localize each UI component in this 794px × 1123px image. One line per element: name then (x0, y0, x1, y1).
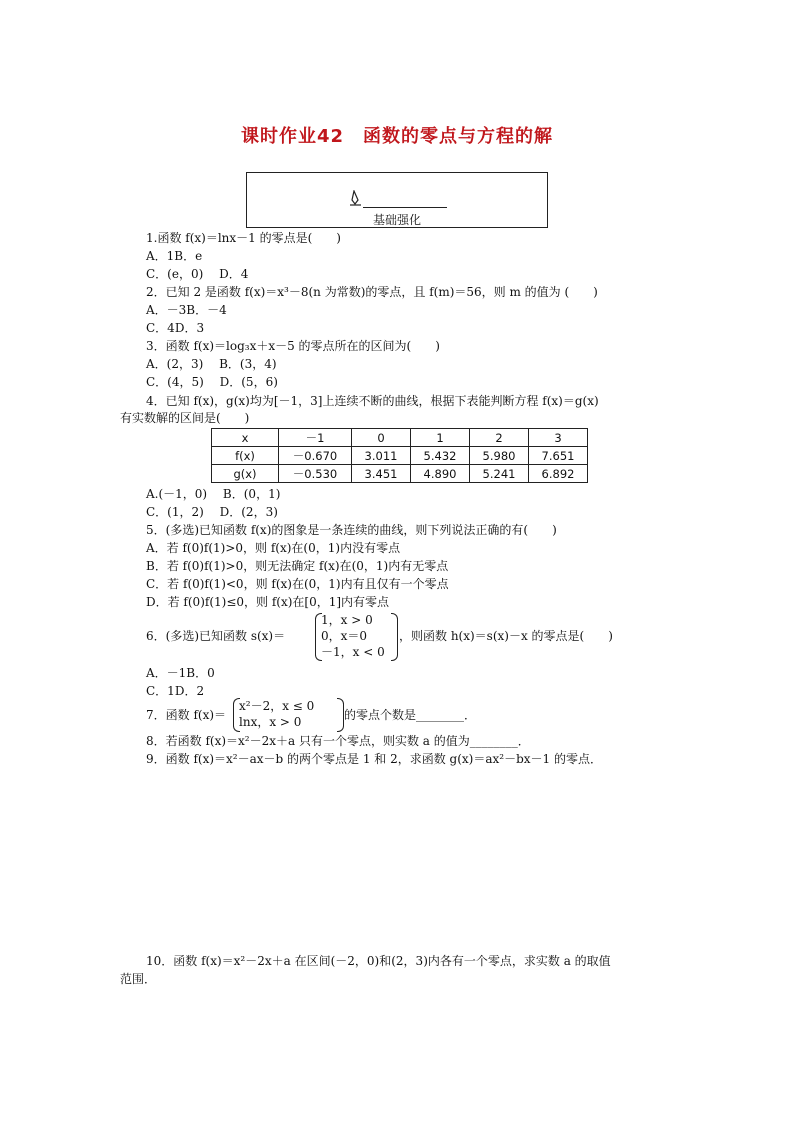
table-cell: 3.011 (352, 447, 411, 465)
question-3-stem: 3．函数 f(x)＝log₃x＋x－5 的零点所在的区间为( ) (146, 339, 440, 353)
question-4-options-cd: C．(1，2) D．(2，3) (146, 505, 278, 519)
table-cell: 1 (411, 429, 470, 447)
question-4-options-ab: A.(－1，0) B．(0，1) (146, 487, 281, 501)
question-5-option-c: C．若 f(0)f(1)<0，则 f(x)在(0，1)内有且仅有一个零点 (146, 577, 449, 591)
table-cell: 4.890 (411, 465, 470, 483)
table-cell: 7.651 (529, 447, 588, 465)
case-row: lnx，x > 0 (239, 715, 302, 729)
question-1-options-cd: C．(e，0) D．4 (146, 267, 249, 281)
table-cell: 6.892 (529, 465, 588, 483)
piecewise-s (315, 613, 397, 661)
piecewise-f (233, 698, 345, 732)
question-10-stem-cont: 范围． (120, 972, 157, 986)
right-brace (337, 698, 344, 732)
table-cell: 2 (470, 429, 529, 447)
table-row (212, 465, 588, 483)
section-header-box (246, 172, 548, 228)
case-row: 0，x＝0 (321, 629, 368, 643)
question-3-options-ab: A．(2，3) B．(3，4) (146, 357, 277, 371)
table-cell: －0.530 (279, 465, 352, 483)
table-header-row (212, 429, 588, 447)
question-7-suffix: 的零点个数是________． (344, 708, 477, 722)
question-5-option-b: B．若 f(0)f(1)>0，则无法确定 f(x)在(0，1)内有无零点 (146, 559, 449, 573)
question-10-stem: 10．函数 f(x)＝x²－2x＋a 在区间(－2，0)和(2，3)内各有一个零点，求实数 a 的取值 (146, 954, 611, 968)
question-1-stem: 1.函数 f(x)＝lnx－1 的零点是( ) (146, 231, 341, 245)
table-cell: －1 (279, 429, 352, 447)
section-label: 基础强化 (372, 213, 421, 227)
table-cell: x (212, 429, 279, 447)
table-cell: g(x) (212, 465, 279, 483)
question-5-stem: 5．(多选)已知函数 f(x)的图象是一条连续的曲线，则下列说法正确的有( ) (146, 523, 557, 537)
question-4-stem: 4．已知 f(x)，g(x)均为[－1，3]上连续不断的曲线，根据下表能判断方程 f(x)＝g(x) (146, 394, 599, 408)
case-row: －1，x < 0 (321, 645, 385, 659)
question-1-options-ab: A．1B．e (146, 249, 203, 263)
table-row (212, 447, 588, 465)
question-2-options-cd: C．4D．3 (146, 321, 205, 335)
question-3-options-cd: C．(4，5) D．(5，6) (146, 375, 278, 389)
table-cell: f(x) (212, 447, 279, 465)
section-rule (363, 207, 447, 208)
table-cell: －0.670 (279, 447, 352, 465)
question-6-prefix: 6．(多选)已知函数 s(x)＝ (146, 629, 286, 643)
table-cell: 0 (352, 429, 411, 447)
right-brace (391, 613, 398, 661)
question-2-stem: 2．已知 2 是函数 f(x)＝x³－8(n 为常数)的零点，且 f(m)＝56，则 m 的值为 ( ) (146, 285, 598, 299)
table-cell: 5.432 (411, 447, 470, 465)
question-5-option-d: D．若 f(0)f(1)≤0，则 f(x)在[0，1]内有零点 (146, 595, 390, 609)
question-8-stem: 8．若函数 f(x)＝x²－2x＋a 只有一个零点，则实数 a 的值为________． (146, 734, 530, 748)
table-cell: 3 (529, 429, 588, 447)
question-4-stem-cont: 有实数解的区间是( ) (120, 411, 250, 425)
page-title: 课时作业42 函数的零点与方程的解 (240, 126, 554, 147)
question-5-option-a: A．若 f(0)f(1)>0，则 f(x)在(0，1)内没有零点 (146, 541, 401, 555)
case-row: 1，x > 0 (321, 613, 373, 627)
question-9-stem: 9．函数 f(x)＝x²－ax－b 的两个零点是 1 和 2，求函数 g(x)＝ax²－bx－1 的零点． (146, 752, 602, 766)
case-row: x²－2，x ≤ 0 (239, 699, 315, 713)
question-7-prefix: 7．函数 f(x)＝ (146, 708, 227, 722)
value-table (211, 428, 588, 483)
table-cell: 5.980 (470, 447, 529, 465)
question-2-options-ab: A．－3B．－4 (146, 303, 227, 317)
table-cell: 3.451 (352, 465, 411, 483)
pen-icon (349, 190, 363, 206)
question-6-suffix: ，则函数 h(x)＝s(x)－x 的零点是( ) (399, 629, 613, 643)
table-cell: 5.241 (470, 465, 529, 483)
question-6-options-ab: A．－1B．0 (146, 666, 215, 680)
question-6-options-cd: C．1D．2 (146, 684, 205, 698)
